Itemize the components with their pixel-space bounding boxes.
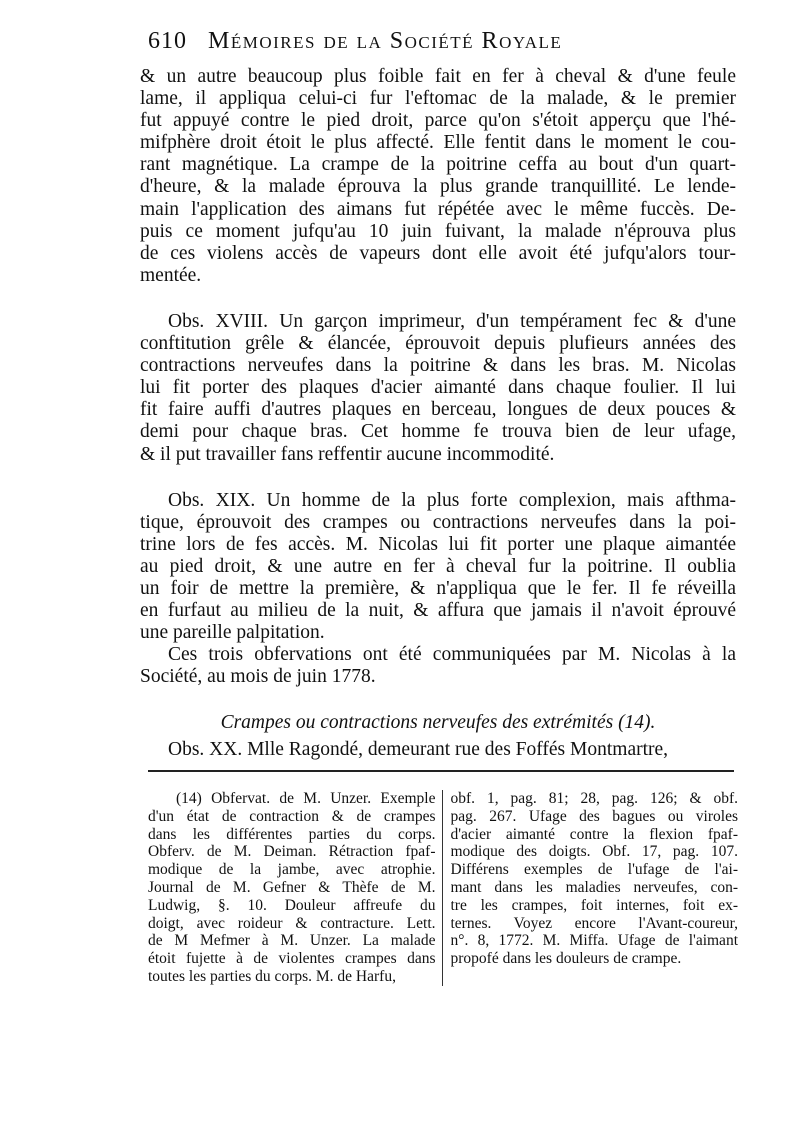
- text-line: en furfaut au milieu de la nuit, & affura que jamais il n'avoit éprouvé: [140, 600, 736, 622]
- text-line: tre les crampes, foit internes, foit ex-: [450, 896, 738, 914]
- footnote-rule: [148, 770, 734, 772]
- observation-18: [140, 311, 736, 466]
- text-line: & un autre beaucoup plus foible fait en fer à cheval & d'une feule: [140, 66, 736, 87]
- text-line: doigt, avec roideur & contracture. Lett.: [148, 914, 436, 932]
- communication-note: [140, 644, 736, 688]
- text-line: de ces violens accès de vapeurs dont elle avoit été jufqu'alors tour-: [140, 242, 736, 264]
- main-text: [140, 66, 736, 761]
- text-line: Société, au mois de juin 1778.: [140, 666, 376, 688]
- text-line: de M Mefmer à M. Unzer. La malade: [148, 932, 436, 950]
- page-number: 610: [148, 28, 187, 54]
- observation-20: Obs. XX. Mlle Ragondé, demeurant rue des Foffés Montmartre,: [168, 738, 669, 760]
- text-line: étoit fujette à de violentes crampes dans: [148, 950, 436, 968]
- text-line: d'heure, & la malade éprouva la plus grande tranquillité. Le lende-: [140, 176, 736, 198]
- text-line: fit faire auffi d'autres plaques en berceau, longues de deux pouces &: [140, 399, 736, 421]
- text-line: pag. 267. Ufage des bagues ou viroles: [450, 807, 738, 825]
- text-line: (14) Obfervat. de M. Unzer. Exemple: [176, 790, 436, 807]
- text-line: modique de la jambe, avec atrophie.: [148, 861, 436, 879]
- text-line: contractions nerveufes dans la poitrine & dans les bras. M. Nicolas: [140, 355, 736, 377]
- text-line: & il put travailler fans reffentir aucune incommodité.: [140, 443, 555, 465]
- footnote-column-left: [148, 790, 443, 986]
- footnote-column-right: [443, 790, 739, 986]
- observation-19: [140, 490, 736, 645]
- text-line: puis ce moment jufqu'au 10 juin fuivant, la malade n'éprouva plus: [140, 220, 736, 242]
- paragraph-continuation: [140, 66, 736, 287]
- text-line: au pied droit, & une autre en fer à cheval fur la poitrine. Il oublia: [140, 555, 736, 577]
- text-line: un foir de mettre la première, & n'appliqua que le fer. Il fe réveilla: [140, 577, 736, 599]
- text-line: Ces trois obfervations ont été communiquées par M. Nicolas à la: [168, 644, 736, 666]
- running-header: [148, 28, 708, 55]
- text-line: dans les différentes parties du corps.: [148, 825, 436, 843]
- section-heading: Crampes ou contractions nerveufes des extrémités (14).: [220, 712, 656, 734]
- text-line: main l'application des aimans fut répétée avec le même fuccès. De-: [140, 198, 736, 220]
- text-line: propofé dans les douleurs de crampe.: [450, 950, 682, 968]
- text-line: fut appuyé contre le pied droit, parce qu'on s'étoit apperçu que l'hé-: [140, 110, 736, 132]
- text-line: ternes. Voyez encore l'Avant-coureur,: [450, 914, 738, 932]
- text-line: demi pour chaque bras. Cet homme fe trouva bien de leur ufage,: [140, 421, 736, 443]
- text-line: mifphère droit étoit le plus affecté. Elle fentit dans le moment le cou-: [140, 132, 736, 154]
- text-line: conftitution grêle & élancée, éprouvoit depuis plufieurs années des: [140, 333, 736, 355]
- text-line: lui fit porter des plaques d'acier aimanté dans chaque foulier. Il lui: [140, 377, 736, 399]
- text-line: mentée.: [140, 264, 202, 286]
- text-line: Ludwig, §. 10. Douleur affreufe du: [148, 896, 436, 914]
- text-line: rant magnétique. La crampe de la poitrine ceffa au bout d'un quart-: [140, 154, 736, 176]
- text-line: obf. 1, pag. 81; 28, pag. 126; & obf.: [450, 790, 738, 807]
- text-line: tique, éprouvoit des crampes ou contractions nerveufes dans la poi-: [140, 511, 736, 533]
- text-line: lame, il appliqua celui-ci fur l'eftomac de la malade, & le premier: [140, 88, 736, 110]
- text-line: mant dans les maladies nerveufes, con-: [450, 878, 738, 896]
- text-line: d'un état de contraction & de crampes: [148, 807, 436, 825]
- text-line: trine lors de fes accès. M. Nicolas lui fit porter une plaque aimantée: [140, 533, 736, 555]
- text-line: une pareille palpitation.: [140, 622, 325, 644]
- text-line: toutes les parties du corps. M. de Harfu,: [148, 967, 396, 985]
- text-line: modique des doigts. Obf. 17, pag. 107.: [450, 843, 738, 861]
- text-line: Obs. XIX. Un homme de la plus forte complexion, mais afthma-: [168, 489, 736, 511]
- text-line: Obferv. de M. Deiman. Rétraction fpaf-: [148, 843, 436, 861]
- footnotes: [148, 790, 738, 986]
- text-line: n°. 8, 1772. M. Miffa. Ufage de l'aimant: [450, 932, 738, 950]
- text-line: d'acier aimanté contre la flexion fpaf-: [450, 825, 738, 843]
- text-line: Différens exemples de l'ufage de l'ai-: [450, 861, 738, 879]
- running-title: Mémoires de la Société Royale: [208, 28, 563, 54]
- text-line: Journal de M. Gefner & Thèfe de M.: [148, 878, 436, 896]
- text-line: Obs. XVIII. Un garçon imprimeur, d'un tempérament fec & d'une: [168, 310, 736, 332]
